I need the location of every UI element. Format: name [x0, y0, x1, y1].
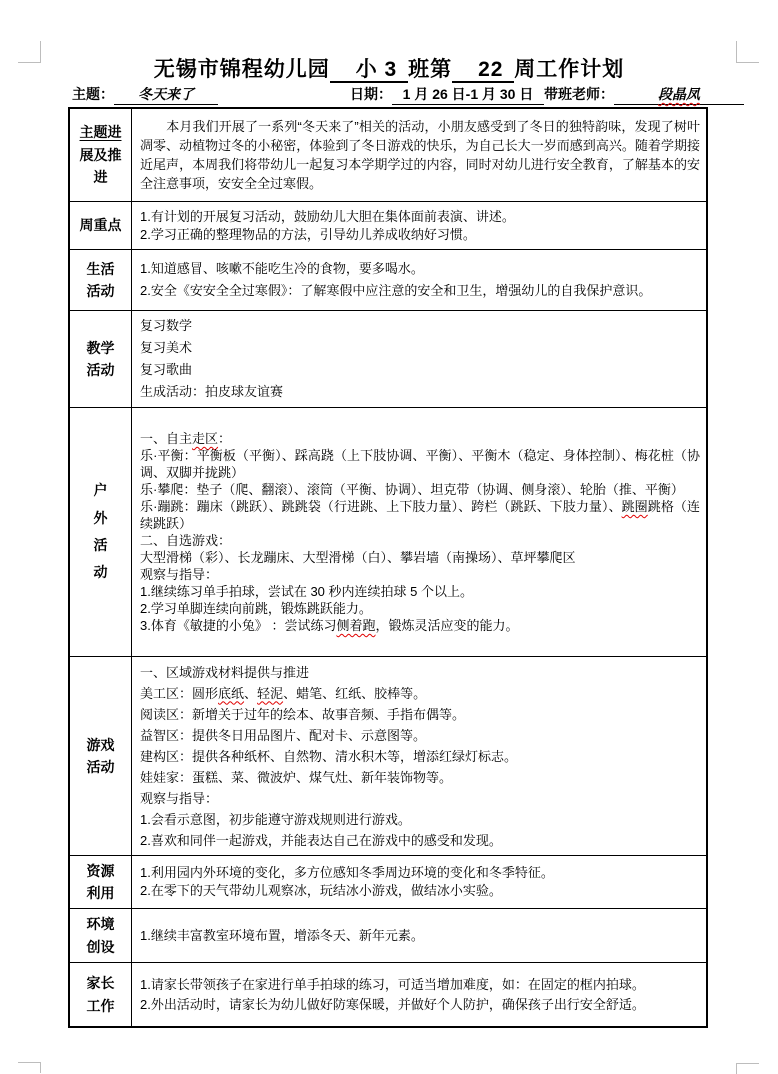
row-label-teaching-activities	[69, 311, 132, 408]
spellcheck-flagged-text: 侧着跑	[336, 618, 376, 633]
row-content-parent-work	[132, 963, 708, 1028]
text-segment: 二、自选游戏：	[140, 533, 232, 548]
text-segment: 建构区：提供各种纸杯、自然物、清水积木等，增添红绿灯标志。	[140, 748, 518, 764]
content-line	[140, 549, 700, 566]
row-label-week-focus	[69, 202, 132, 250]
text-segment: 观察与指导：	[140, 790, 219, 806]
row-label-line: 工作	[86, 997, 115, 1014]
row-label-line: 主题进	[79, 124, 122, 141]
content-line	[140, 704, 700, 725]
text-segment: 、	[244, 685, 258, 701]
text-segment: 2.喜欢和同伴一起游戏，并能表达自己在游戏中的感受和发现。	[140, 832, 502, 848]
text-segment: 1.继续练习单手拍球，尝试在 30 秒内连续拍球 5 个以上。	[140, 584, 473, 599]
content-line	[140, 809, 700, 830]
page-title	[0, 53, 778, 83]
table-row-life-activities	[69, 250, 707, 311]
table-row-week-focus	[69, 202, 707, 250]
text-segment: 1.继续丰富教室环境布置，增添冬天、新年元素。	[140, 927, 424, 943]
underlined-text: 22	[452, 58, 514, 83]
theme-value: 冬天来了	[114, 84, 218, 105]
text-segment: 、蜡笔、红纸、胶棒等。	[283, 685, 427, 701]
content-line	[140, 258, 700, 280]
teacher-label: 带班老师：	[544, 86, 614, 102]
spellcheck-flagged-text: 底纸	[218, 685, 245, 701]
teacher-name-spellcheck: 段晶凤	[658, 86, 700, 102]
text-segment: 2.外出活动时，请家长为幼儿做好防寒保暖，并做好个人防护，确保孩子出行安全舒适。	[140, 996, 645, 1012]
text-segment: 生成活动：拍皮球友谊赛	[140, 384, 284, 399]
row-label-line: 游戏	[86, 736, 115, 753]
row-label-line: 利用	[86, 885, 115, 901]
text-segment: 一、自主	[140, 431, 193, 446]
content-line	[140, 566, 700, 583]
text-segment: 美工区：圆形	[140, 685, 219, 701]
row-label-resource-use	[69, 856, 132, 909]
spellcheck-flagged-text: 轻泥	[257, 685, 284, 701]
row-content-resource-use	[132, 856, 708, 909]
row-content-outdoor-activities	[132, 408, 708, 657]
text-segment: ，锻炼灵活应变的能力。	[375, 618, 519, 633]
margin-corner-mark-bottom-right	[736, 1063, 759, 1074]
content-line	[140, 208, 700, 226]
text-segment: 复习歌曲	[140, 362, 193, 377]
text-segment: 娃娃家：蛋糕、菜、微波炉、煤气灶、新年装饰物等。	[140, 769, 453, 785]
table-row-resource-use	[69, 856, 707, 909]
text-segment: 1.会看示意图，初步能遵守游戏规则进行游戏。	[140, 811, 411, 827]
content-line	[140, 746, 700, 767]
row-label-line: 资源	[86, 862, 115, 879]
content-line	[140, 337, 700, 359]
meta-teacher	[544, 84, 744, 105]
margin-corner-mark-bottom-left	[18, 1062, 41, 1073]
text-segment: 益智区：提供冬日用品图片、配对卡、示意图等。	[140, 727, 427, 743]
text-segment: 阅读区：新增关于过年的绘本、故事音频、手指布偶等。	[140, 706, 466, 722]
row-label-line: 活动	[86, 283, 115, 299]
row-label-line: 户	[93, 482, 108, 499]
date-label: 日期：	[350, 86, 392, 102]
row-label-line: 活动	[86, 362, 115, 378]
table-row-environment-setup	[69, 909, 707, 963]
row-label-line: 展及推	[79, 146, 122, 163]
table-row-outdoor-activities	[69, 408, 707, 657]
text-segment: 复习美术	[140, 340, 193, 355]
content-line	[140, 725, 700, 746]
weekly-plan-table-body	[69, 108, 707, 1027]
row-label-line: 环境	[86, 916, 115, 933]
content-line	[140, 430, 700, 447]
row-label-life-activities	[69, 250, 132, 311]
weekly-plan-table	[68, 107, 708, 1028]
teacher-value	[614, 84, 744, 105]
text-segment: 乐·平衡：平衡板（平衡）、踩高跷（上下肢协调、平衡）、平衡木（稳定、身体控制）、梅花桩（协调、双脚并拢跳）	[140, 448, 700, 480]
text-segment: 2.学习单脚连续向前跳，锻炼跳跃能力。	[140, 601, 372, 616]
text-segment: 3.体育《敏捷的小兔》 ：尝试练习	[140, 618, 337, 633]
content-line	[140, 600, 700, 617]
row-content-theme-progress	[132, 108, 708, 202]
table-row-parent-work	[69, 963, 707, 1028]
spellcheck-flagged-text: 走区	[192, 431, 219, 446]
row-label-environment-setup	[69, 909, 132, 963]
text-segment: 班第	[408, 58, 453, 81]
meta-row	[68, 84, 742, 105]
text-segment: 1.知道感冒、咳嗽不能吃生冷的食物，要多喝水。	[140, 261, 424, 276]
text-segment: ：	[218, 431, 232, 446]
content-line	[140, 315, 700, 337]
table-row-teaching-activities	[69, 311, 707, 408]
content-line	[140, 927, 700, 945]
content-line	[140, 583, 700, 600]
text-segment: 复习数学	[140, 318, 193, 333]
text-segment: 1.请家长带领孩子在家进行单手拍球的练习，可适当增加难度，如：在固定的框内拍球。	[140, 976, 645, 992]
text-segment: 跳格（连续跳跃）	[140, 499, 700, 531]
meta-theme	[72, 84, 218, 105]
content-line	[140, 359, 700, 381]
content-line	[140, 662, 700, 683]
row-label-theme-progress	[69, 108, 132, 202]
content-line	[140, 498, 700, 532]
row-label-line: 创设	[86, 938, 115, 955]
text-segment: 乐·攀爬：垫子（爬、翻滚）、滚筒（平衡、协调）、坦克带（协调、侧身滚）、轮胎（推、平衡）	[140, 482, 684, 497]
text-segment: 乐·蹦跳：蹦床（跳跃）、跳跳袋（行进跳、上下肢力量）、跨栏（跳跃、下肢力量）、	[140, 499, 622, 514]
text-segment: 2.在零下的天气带幼儿观察冰，玩结冰小游戏，做结冰小实验。	[140, 883, 502, 898]
row-content-life-activities	[132, 250, 708, 311]
row-label-game-activities	[69, 657, 132, 856]
content-line	[140, 532, 700, 549]
text-segment: 2.学习正确的整理物品的方法，引导幼儿养成收纳好习惯。	[140, 226, 476, 242]
content-line	[140, 617, 700, 634]
row-content-environment-setup	[132, 909, 708, 963]
content-line	[140, 882, 700, 900]
row-label-line: 外	[93, 509, 108, 526]
table-row-theme-progress	[69, 108, 707, 202]
content-line	[140, 683, 700, 704]
row-label-line: 生活	[86, 260, 115, 277]
date-value: 1 月 26 日-1 月 30 日	[392, 84, 544, 105]
content-line	[140, 447, 700, 481]
content-line	[140, 481, 700, 498]
theme-label: 主题：	[72, 86, 114, 102]
text-segment: 无锡市锦程幼儿园	[153, 58, 330, 81]
content-line	[140, 117, 700, 193]
content-line	[140, 975, 700, 995]
content-line	[140, 864, 700, 882]
text-segment: 1.有计划的开展复习活动，鼓励幼儿大胆在集体面前表演、讲述。	[140, 208, 515, 224]
row-content-teaching-activities	[132, 311, 708, 408]
text-segment: 周工作计划	[514, 58, 625, 81]
text-segment: 大型滑梯（彩）、长龙蹦床、大型滑梯（白）、攀岩墙（南操场）、草坪攀爬区	[140, 550, 576, 565]
row-label-line: 进	[93, 169, 108, 186]
content-line	[140, 226, 700, 244]
row-label-line: 家长	[86, 975, 115, 992]
content-line	[140, 280, 700, 302]
row-label-parent-work	[69, 963, 132, 1028]
content-line	[140, 381, 700, 403]
meta-date	[350, 84, 544, 105]
content-line	[140, 830, 700, 851]
row-content-week-focus	[132, 202, 708, 250]
text-segment: 本月我们开展了一系列“冬天来了”相关的活动，小朋友感受到了冬日的独特韵味，发现了树叶凋零、动植物过冬的小秘密，体验到了冬日游戏的快乐，为自己长大一岁而感到高兴。随着学期接近尾声，本周我们将带幼儿一起复习本学期学过的内容，同时对幼儿进行安全教育，了解基本的安全注意事项，安安全全过寒假。	[140, 119, 700, 191]
text-segment: 2.安全《安安全全过寒假》：了解寒假中应注意的安全和卫生，增强幼儿的自我保护意识。	[140, 283, 652, 298]
row-label-line: 动	[93, 564, 108, 581]
spellcheck-flagged-text: 跳圈	[621, 499, 648, 514]
row-label-line: 教学	[86, 339, 115, 356]
text-segment: 观察与指导：	[140, 567, 219, 582]
row-label-line: 活	[93, 537, 108, 553]
content-line	[140, 767, 700, 788]
text-segment: 一、区域游戏材料提供与推进	[140, 664, 310, 680]
row-content-game-activities	[132, 657, 708, 856]
content-line	[140, 995, 700, 1015]
row-label-outdoor-activities	[69, 408, 132, 657]
content-line	[140, 788, 700, 809]
underlined-text: 小 3	[330, 58, 408, 83]
row-label-line: 周重点	[79, 217, 122, 234]
row-label-line: 活动	[86, 759, 115, 775]
table-row-game-activities	[69, 657, 707, 856]
text-segment: 1.利用园内外环境的变化，多方位感知冬季周边环境的变化和冬季特征。	[140, 865, 554, 880]
